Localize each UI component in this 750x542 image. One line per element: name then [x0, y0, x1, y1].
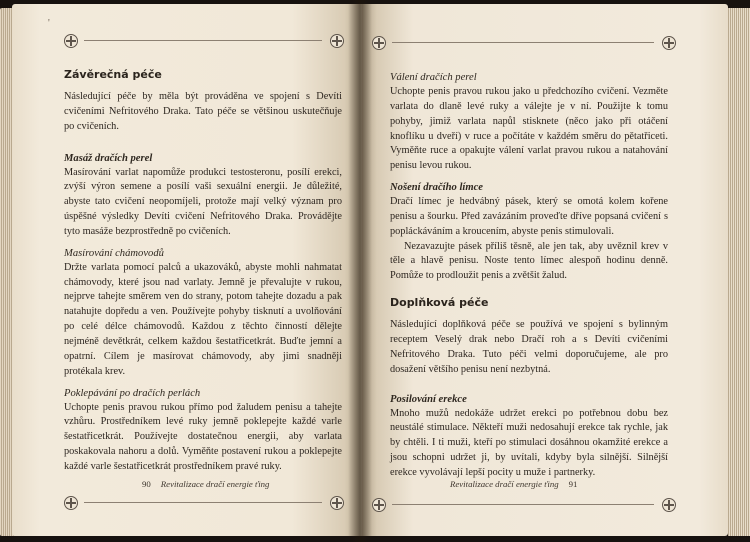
subsection-title: Masáž dračích perel: [64, 152, 153, 164]
ornament-icon: [64, 496, 78, 510]
paragraph: Dračí límec je hedvábný pásek, který se omotá kolem kořene penisu a šourku. Před zavázáním proveďte dříve popsaná cvičení s popláckáváním a kroucením, abyste penis stimulovali.: [390, 196, 668, 237]
ornament-icon: [330, 496, 344, 510]
subsection-title: Válení dračích perel: [390, 72, 477, 83]
footer-rule: [84, 502, 322, 503]
ornament-icon: [662, 36, 676, 50]
paragraph: Masírování varlat napomůže produkci testosteronu, posílí erekci, zvýší výron semene a posílí vaši sexuální energii. Je důležité, abyste tato cvičení neopomíjeli, protože mají velký význam pro úspěšné výsledky Devíti cvičení Nefritového Draka. Provádějte tyto masáže bezprostředně po cvičeních.: [64, 166, 342, 237]
subsection-title: Poklepávání po dračích perlách: [64, 387, 201, 399]
ornament-icon: [662, 498, 676, 512]
ornament-icon: [330, 34, 344, 48]
left-page-content: [64, 68, 342, 475]
page-footer: [142, 479, 269, 489]
paragraph: Držte varlata pomocí palců a ukazováků, abyste mohli nahmatat chámovody, které jsou nad varlaty. Jemně je převalujte v rukou, nejprve tahejte směrem ven do strany, potom tahejte dozadu a pak natahujte dopředu a ven. Používejte pohyby tisknutí a uvolňování po celé délce chámovodů. Každou z těchto činností dělejte nejméně devětkrát, celkem každou šestatřicetkrát. Buďte jemní a opatrní. Cílem je masírovat chámovody, aby jimi snadněji protékala krev.: [64, 261, 342, 377]
header-rule: [84, 40, 322, 41]
header-rule: [392, 42, 654, 43]
ornament-icon: [372, 36, 386, 50]
subsection-title: Masírování chámovodů: [64, 247, 164, 259]
ornament-icon: [64, 34, 78, 48]
right-page: [362, 4, 728, 536]
running-title: Revitalizace dračí energie ťing: [160, 479, 270, 489]
running-title: Revitalizace dračí energie ťing: [450, 479, 559, 489]
page-number: 91: [568, 479, 578, 489]
subsection-title: Nošení dračího límce: [390, 182, 483, 194]
page-footer: [450, 479, 577, 489]
ornament-icon: [372, 498, 386, 512]
right-page-content: [390, 70, 668, 481]
book-gutter: [348, 0, 372, 542]
section-heading: Závěrečná péče: [64, 68, 162, 81]
pencil-mark: ': [48, 18, 50, 29]
paragraph: Nezavazujte pásek příliš těsně, ale jen tak, aby uvěznil krev v těle a hlavě penisu. Noste tento límec alespoň hodinu denně. Pomůže to prodloužit penis a zvětšit žalud.: [390, 240, 668, 282]
intro-paragraph: Následující péče by měla být prováděna ve spojení s Devíti cvičeními Nefritového Draka. Tato péče se většinou uskutečňuje po cvičeních.: [64, 91, 342, 132]
page-edges-right: [728, 8, 750, 536]
paragraph: Uchopte penis pravou rukou přímo pod žaludem penisu a tahejte vzhůru. Prostředníkem levé ruky jemně poklepejte každé varle šestatřicetkrát. Používejte dostatečnou energii, aby varlata poskakovala nahoru a dolů. Vyměňte postavení rukou a poklepejte každé varle šestatřicetkrát prostředníkem pravé ruky.: [64, 401, 342, 472]
paragraph: Mnoho mužů nedokáže udržet erekci po potřebnou dobu bez neustálé stimulace. Někteří muži nedosahují erekce tak rychle, jak by chtěli. I ti muži, kteří po stimulaci dosáhnou okamžité erekce a jsou schopni udržet ji, by uvítali, kdyby byla silnější. Silnější erekce vyvolávají lepší pocity u muže i partnerky.: [390, 407, 668, 478]
section-heading: Doplňková péče: [390, 296, 489, 310]
footer-rule: [392, 504, 654, 505]
intro-paragraph: Následující doplňková péče se používá ve spojení s bylinným receptem Veselý drak nebo Dračí roh a s Devíti cvičeními Nefritového Draka. Tuto péči velmi doporučujeme, ale pro dosažení většího penisu není nezbytná.: [390, 319, 668, 375]
paragraph: Uchopte penis pravou rukou jako u předchozího cvičení. Vezměte varlata do dlaně levé ruky a válejte je v ní. Použijte k tomu pohyby, jimiž varlata napůl stisknete (něco jako při otáčení knoflíku u dveří) v ruce a počítáte v každém směru do pětatřiceti. Vyměňte ruce a opakujte válení varlat pravou rukou a natahování penisu levou rukou.: [390, 86, 668, 172]
page-number: 90: [142, 479, 151, 489]
left-page: [12, 4, 362, 536]
subsection-title: Posilování erekce: [390, 393, 467, 405]
